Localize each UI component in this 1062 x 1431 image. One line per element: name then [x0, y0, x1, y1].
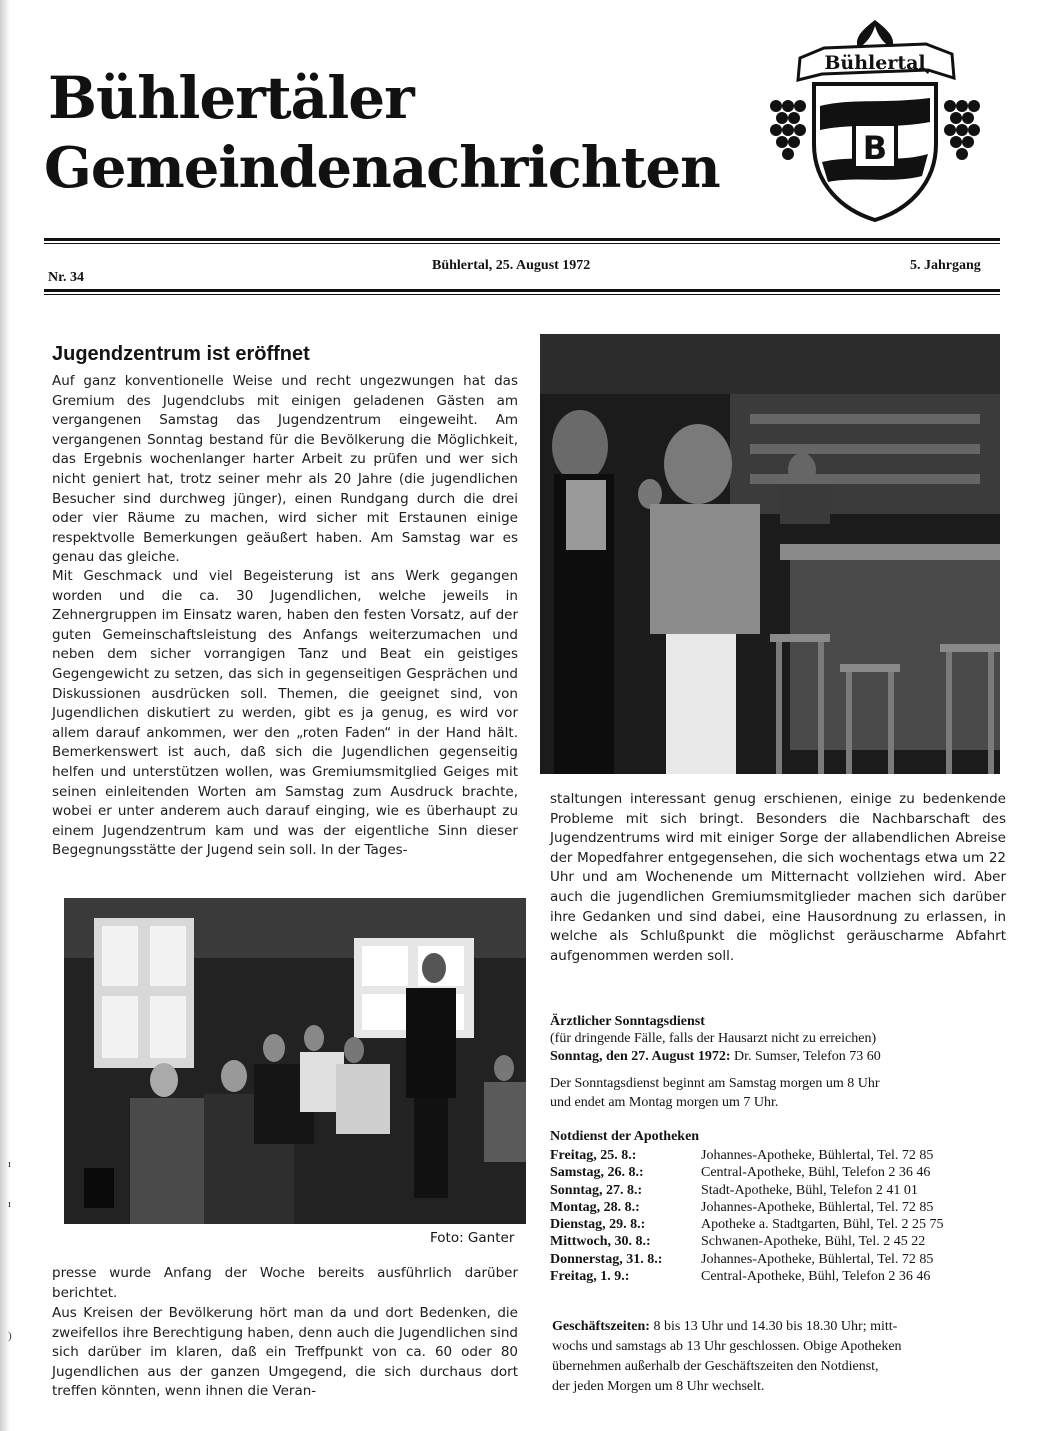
arzt-note: (für dringende Fälle, falls der Hausarzt nicht zu erreichen) — [550, 1031, 877, 1046]
table-cell: Freitag, 25. 8.: — [550, 1148, 637, 1163]
crest-icon — [762, 14, 988, 226]
table-cell: Donnerstag, 31. 8.: — [550, 1251, 663, 1267]
article-photo-bar — [540, 334, 1000, 774]
bottom-rule-thin — [44, 294, 1000, 295]
table-row — [550, 1252, 944, 1269]
article-paragraph: Auf ganz konventionelle Weise und recht ungezwungen hat das Gremium des Jugendclubs mit einigen geladenen Gästen am vergangenen Samstag das Jugendzentrum eingeweiht. Am vergangenen Sonntag bestand für die Bevölkerung die Möglichkeit, das Ergebnis wochenlanger harter Arbeit zu prüfen und wer sich nicht geniert hat, trotz seiner mehr als 20 Jahre (die jugendlichen Besucher sind durchweg jünger), einen Rundgang durch die drei oder vier Räume zu machen, wird sicher mit Erstaunen einige respektvolle Bemerkungen geäußert haben. Am Samstag war es genau das gleiche. — [52, 373, 518, 566]
table-row — [550, 1269, 944, 1286]
table-cell: Dienstag, 29. 8.: — [550, 1217, 646, 1233]
article-paragraph: Aus Kreisen der Bevölkerung hört man da und dort Bedenken, die zweifellos ihre Berechtigung haben, denn auch die Jugendlichen sind sich darüber im klaren, daß ein Treffpunkt von ca. 60 oder 80 Jugendlichen aus der ganzen Umgegend, die sich durchaus dort treffen könnten, wenn ihnen die Veran- — [52, 1305, 518, 1400]
table-row — [550, 1234, 944, 1251]
table-row — [550, 1183, 944, 1200]
arzt-hours: Der Sonntagsdienst beginnt am Samstag morgen um 8 Uhr — [550, 1076, 880, 1091]
geschaeftszeiten-text: der jeden Morgen um 8 Uhr wechselt. — [552, 1379, 765, 1394]
margin-mark: ) — [8, 1330, 12, 1342]
table-cell: Stadt-Apotheke, Bühl, Telefon 2 41 01 — [701, 1182, 918, 1198]
table-cell: Apotheke a. Stadtgarten, Bühl, Tel. 2 25 75 — [701, 1217, 944, 1233]
table-cell: Montag, 28. 8.: — [550, 1199, 640, 1215]
arzt-hours: und endet am Montag morgen um 7 Uhr. — [550, 1095, 779, 1110]
top-rule-thin — [44, 243, 1000, 244]
geschaeftszeiten-text: 8 bis 13 Uhr und 14.30 bis 18.30 Uhr; mitt- — [653, 1319, 898, 1334]
geschaeftszeiten-text: übernehmen außerhalb der Geschäftszeiten den Notdienst, — [552, 1359, 879, 1374]
volume: 5. Jahrgang — [910, 258, 981, 273]
article-paragraph: Mit Geschmack und viel Begeisterung ist ans Werk gegangen worden und die ca. 30 Jugendlichen, welche jeweils in Zehnergruppen im Einsatz waren, haben den festen Vorsatz, auf der guten Gemeinschaftsleistung des Anfangs weiterzumachen und neben dem sicher vorrangigen Tanz und Beat ein geistiges Gegengewicht zu setzen, das sich in gegenseitigen Gesprächen und Diskussionen ausdrücken soll. Themen, die geeignet sind, von Jugendlichen diskutiert zu werden, gibt es ja genug, es wird vor allem darauf ankommen, wer den „roten Faden“ in der Hand hält. Bemerkenswert ist auch, daß sich die Jugendlichen gegenseitig helfen und unterstützen wollen, was Gremiumsmitglied Geiges mit seinen einleitenden Worten am Samstag zum Ausdruck brachte, wobei er unter anderem auch darauf einging, wie es überhaupt zu einem Jugendzentrum kam und was der eigentliche Sinn dieser Begegnungsstätte der Jugend sein soll. In der Tages- — [52, 568, 518, 859]
arzt-duty-doctor: Dr. Sumser, Telefon 73 60 — [734, 1049, 881, 1064]
crest-banner-text: Bühlertal — [824, 52, 926, 74]
table-cell: Central-Apotheke, Bühl, Telefon 2 36 46 — [701, 1165, 931, 1181]
article-headline: Jugendzentrum ist eröffnet — [52, 343, 310, 365]
table-cell: Samstag, 26. 8.: — [550, 1165, 644, 1181]
apotheken-title: Notdienst der Apotheken — [550, 1129, 700, 1144]
arzt-title: Ärztlicher Sonntagsdienst — [550, 1014, 705, 1029]
table-cell: Sonntag, 27. 8.: — [550, 1182, 643, 1198]
arzt-duty-date: Sonntag, den 27. August 1972: — [550, 1049, 731, 1064]
article-paragraph: staltungen interessant genug erschienen, einige zu bedenkende Probleme mit sich bringt. Besonders die Nachbarschaft des Jugendzentrums wird mit einiger Sorge der allabendlichen Abreise der Mopedfahrer entgegensehen, die sich wochentags etwa um 22 Uhr und am Wochenende um Mitternacht vollziehen wird. Aber auch die jugendlichen Gremiumsmitglieder machen sich darüber ihre Gedanken und sind dabei, eine Hausordnung zu erlassen, in welche als Schlußpunkt die möglichst geräuscharme Abfahrt aufgenommen werden soll. — [550, 791, 1006, 964]
table-cell: Schwanen-Apotheke, Bühl, Tel. 2 45 22 — [701, 1234, 926, 1250]
geschaeftszeiten-label: Geschäftszeiten: — [552, 1319, 650, 1334]
table-cell: Johannes-Apotheke, Bühlertal, Tel. 72 85 — [701, 1251, 934, 1267]
table-cell: Johannes-Apotheke, Bühlertal, Tel. 72 85 — [701, 1199, 934, 1215]
masthead-title-line1: Bühlertäler — [48, 64, 414, 132]
geschaeftszeiten-line — [552, 1318, 897, 1336]
top-rule — [44, 238, 1000, 241]
margin-mark: ı — [8, 1198, 12, 1210]
table-cell: Central-Apotheke, Bühl, Telefon 2 36 46 — [701, 1269, 931, 1285]
place-date: Bühlertal, 25. August 1972 — [432, 258, 591, 273]
apotheken-table — [550, 1148, 944, 1286]
table-cell: Mittwoch, 30. 8.: — [550, 1234, 651, 1250]
page-edge-shadow — [0, 0, 10, 1431]
masthead-title-line2: Gemeindenachrichten — [44, 135, 720, 201]
article-paragraph: presse wurde Anfang der Woche bereits ausführlich darüber berichtet. — [52, 1265, 518, 1301]
margin-mark: ı — [8, 1158, 12, 1170]
geschaeftszeiten-text: wochs und samstags ab 13 Uhr geschlossen. Obige Apotheken — [552, 1339, 902, 1354]
table-row — [550, 1217, 944, 1234]
bottom-rule — [44, 289, 1000, 292]
crest-letter: B — [862, 129, 888, 167]
issue-number: Nr. 34 — [48, 270, 85, 285]
table-row — [550, 1200, 944, 1217]
table-row — [550, 1165, 944, 1182]
table-cell: Freitag, 1. 9.: — [550, 1269, 630, 1285]
table-row — [550, 1148, 944, 1165]
photo-caption: Foto: Ganter — [430, 1230, 515, 1246]
table-cell: Johannes-Apotheke, Bühlertal, Tel. 72 85 — [701, 1148, 934, 1163]
article-photo-assembly — [64, 898, 526, 1224]
arzt-duty-line — [550, 1048, 881, 1066]
